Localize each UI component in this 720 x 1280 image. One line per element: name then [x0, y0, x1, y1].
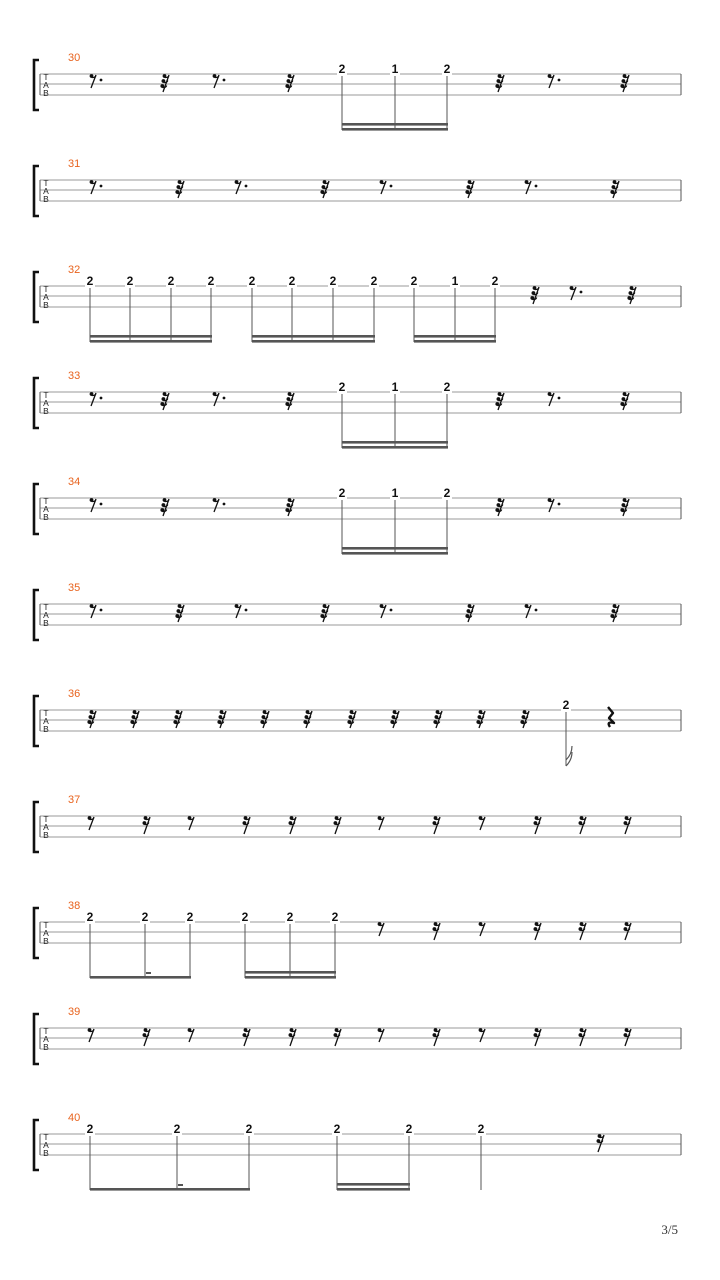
tab-clef-letter: T: [43, 390, 49, 400]
svg-text:2: 2: [410, 274, 418, 288]
thirty-second-rest: [160, 498, 169, 516]
system-bracket: [34, 802, 39, 852]
svg-text:2: 2: [562, 698, 570, 712]
thirty-second-rest: [433, 710, 442, 728]
dotted-sixteenth-rest: [90, 392, 103, 406]
tab-note: [328, 274, 338, 342]
thirty-second-rest: [495, 392, 504, 410]
dotted-sixteenth-rest: [548, 392, 561, 406]
beam: [90, 976, 191, 979]
tab-clef-letter: T: [43, 284, 49, 294]
tab-note: [140, 910, 151, 978]
tab-staff: [0, 370, 720, 476]
sixteenth-rest: [433, 816, 441, 834]
measure-36: [0, 688, 720, 794]
measure-number: 38: [68, 900, 81, 912]
thirty-second-rest: [347, 710, 356, 728]
svg-text:2: 2: [443, 62, 451, 76]
tab-clef-letter: A: [43, 504, 49, 514]
tab-clef-letter: T: [43, 814, 49, 824]
thirty-second-rest: [476, 710, 485, 728]
tab-clef-letter: A: [43, 610, 49, 620]
svg-text:1: 1: [391, 380, 399, 394]
thirty-second-rest: [217, 710, 226, 728]
system-bracket: [34, 484, 39, 534]
measure-40: [0, 1112, 720, 1218]
svg-text:2: 2: [405, 1122, 413, 1136]
tab-note: [337, 62, 347, 130]
dotted-sixteenth-rest: [548, 498, 561, 512]
svg-text:2: 2: [167, 274, 175, 288]
svg-text:2: 2: [186, 910, 194, 924]
dotted-sixteenth-rest: [525, 180, 538, 194]
measure-number: 31: [68, 158, 81, 170]
sixteenth-rest: [334, 816, 342, 834]
system-bracket: [34, 1014, 39, 1064]
beam: [337, 1183, 410, 1191]
tab-note: [390, 62, 400, 130]
thirty-second-rest: [495, 74, 504, 92]
svg-text:2: 2: [241, 910, 249, 924]
measure-number: 40: [68, 1112, 81, 1124]
tab-note: [390, 380, 400, 448]
tab-clef-letter: T: [43, 72, 49, 82]
tab-clef-letter: B: [43, 88, 49, 98]
measure-38: [0, 900, 720, 1006]
measure-number: 34: [68, 476, 81, 488]
thirty-second-rest: [610, 604, 619, 622]
tab-clef-letter: B: [43, 194, 49, 204]
dotted-sixteenth-rest: [380, 180, 393, 194]
system-bracket: [34, 378, 39, 428]
thirty-second-rest: [390, 710, 399, 728]
tab-note: [185, 910, 195, 978]
sixteenth-rest: [534, 922, 542, 940]
svg-text:2: 2: [443, 380, 451, 394]
tab-clef-letter: B: [43, 1042, 49, 1052]
sixteenth-rest: [289, 816, 297, 834]
tab-note: [332, 1122, 342, 1190]
thirty-second-rest: [320, 604, 329, 622]
thirty-second-rest: [173, 710, 182, 728]
thirty-second-rest: [175, 604, 184, 622]
dotted-sixteenth-rest: [213, 392, 226, 406]
tab-clef-letter: T: [43, 1132, 49, 1142]
sixteenth-rest: [579, 816, 587, 834]
svg-text:2: 2: [86, 274, 94, 288]
system-bracket: [34, 1120, 39, 1170]
measure-number: 39: [68, 1006, 81, 1018]
thirty-second-rest: [87, 710, 96, 728]
tab-clef-letter: A: [43, 716, 49, 726]
eighth-rest: [479, 816, 485, 830]
measure-34: [0, 476, 720, 582]
svg-text:1: 1: [391, 62, 399, 76]
tab-clef-letter: A: [43, 398, 49, 408]
thirty-second-rest: [530, 286, 539, 304]
svg-text:2: 2: [370, 274, 378, 288]
system-bracket: [34, 590, 39, 640]
tab-staff: [0, 1112, 720, 1218]
svg-text:1: 1: [391, 486, 399, 500]
tab-clef-letter: B: [43, 724, 49, 734]
sixteenth-rest: [289, 1028, 297, 1046]
thirty-second-rest: [520, 710, 529, 728]
tab-note: [476, 1122, 486, 1190]
sixteenth-rest: [534, 1028, 542, 1046]
tab-note: [85, 910, 95, 978]
dotted-sixteenth-rest: [235, 180, 248, 194]
thirty-second-rest: [160, 392, 169, 410]
svg-text:2: 2: [86, 1122, 94, 1136]
tab-clef-letter: T: [43, 1026, 49, 1036]
svg-text:2: 2: [333, 1122, 341, 1136]
tab-clef-letter: B: [43, 1148, 49, 1158]
svg-text:2: 2: [443, 486, 451, 500]
tab-staff: [0, 476, 720, 582]
tab-note: [206, 274, 216, 342]
svg-text:2: 2: [288, 274, 296, 288]
thirty-second-rest: [160, 74, 169, 92]
tab-note: [244, 1122, 254, 1190]
sixteenth-rest: [433, 1028, 441, 1046]
system-bracket: [34, 60, 39, 110]
tab-clef-letter: A: [43, 822, 49, 832]
tab-clef-letter: T: [43, 708, 49, 718]
sixteenth-rest: [624, 1028, 632, 1046]
sixteenth-rest: [624, 922, 632, 940]
thirty-second-rest: [285, 74, 294, 92]
thirty-second-rest: [175, 180, 184, 198]
dotted-sixteenth-rest: [380, 604, 393, 618]
thirty-second-rest: [285, 498, 294, 516]
measure-number: 36: [68, 688, 81, 700]
svg-text:2: 2: [207, 274, 215, 288]
tab-clef-letter: A: [43, 1140, 49, 1150]
tab-note: [404, 1122, 414, 1190]
sixteenth-rest: [243, 816, 251, 834]
tab-note: [442, 380, 452, 448]
tab-staff: [0, 264, 720, 370]
svg-text:1: 1: [451, 274, 459, 288]
sixteenth-rest: [433, 922, 441, 940]
thirty-second-rest: [620, 74, 629, 92]
tab-clef-letter: B: [43, 830, 49, 840]
svg-text:2: 2: [338, 486, 346, 500]
tab-clef-letter: A: [43, 1034, 49, 1044]
sixteenth-rest: [143, 816, 151, 834]
thirty-second-rest: [495, 498, 504, 516]
measure-32: [0, 264, 720, 370]
tab-note: [85, 274, 95, 342]
tab-clef-letter: B: [43, 406, 49, 416]
dotted-sixteenth-rest: [90, 74, 103, 88]
eighth-rest: [88, 1028, 94, 1042]
tab-clef-letter: A: [43, 292, 49, 302]
tab-note: [240, 910, 250, 978]
sixteenth-rest: [579, 922, 587, 940]
tab-note: [390, 486, 400, 554]
tab-staff: [0, 688, 720, 794]
tab-staff: [0, 900, 720, 1006]
measure-35: [0, 582, 720, 688]
thirty-second-rest: [465, 604, 474, 622]
tab-clef-letter: A: [43, 928, 49, 938]
dotted-sixteenth-rest: [90, 498, 103, 512]
system-bracket: [34, 272, 39, 322]
beam: [252, 335, 375, 343]
measure-31: [0, 158, 720, 264]
dotted-sixteenth-rest: [90, 180, 103, 194]
tab-note: [561, 698, 572, 766]
dotted-sixteenth-rest: [525, 604, 538, 618]
tab-note: [330, 910, 340, 978]
measure-39: [0, 1006, 720, 1112]
dotted-sixteenth-rest: [90, 604, 103, 618]
eighth-rest: [88, 816, 94, 830]
thirty-second-rest: [627, 286, 636, 304]
sixteenth-rest: [597, 1134, 605, 1152]
tab-clef-letter: B: [43, 300, 49, 310]
tab-clef-letter: T: [43, 178, 49, 188]
tab-clef-letter: T: [43, 496, 49, 506]
svg-text:2: 2: [491, 274, 499, 288]
thirty-second-rest: [285, 392, 294, 410]
svg-text:2: 2: [245, 1122, 253, 1136]
eighth-rest: [378, 922, 384, 936]
measure-number: 30: [68, 52, 81, 64]
tab-note: [490, 274, 500, 342]
page-number: 3/5: [661, 1222, 678, 1237]
tab-staff: [0, 1006, 720, 1112]
measure-number: 37: [68, 794, 81, 806]
tab-note: [125, 274, 135, 342]
tab-clef-letter: T: [43, 602, 49, 612]
svg-text:2: 2: [248, 274, 256, 288]
tab-note: [337, 486, 347, 554]
tab-note: [369, 274, 379, 342]
dotted-sixteenth-rest: [213, 498, 226, 512]
dotted-sixteenth-rest: [548, 74, 561, 88]
measure-33: [0, 370, 720, 476]
eighth-rest: [479, 922, 485, 936]
tab-clef-letter: T: [43, 920, 49, 930]
eighth-rest: [479, 1028, 485, 1042]
measure-number: 35: [68, 582, 81, 594]
tab-staff: [0, 158, 720, 264]
sixteenth-rest: [243, 1028, 251, 1046]
tab-note: [337, 380, 347, 448]
thirty-second-rest: [465, 180, 474, 198]
eighth-rest: [378, 1028, 384, 1042]
measure-30: [0, 52, 720, 158]
tab-clef-letter: B: [43, 936, 49, 946]
tab-note: [85, 1122, 95, 1190]
thirty-second-rest: [260, 710, 269, 728]
dotted-sixteenth-rest: [570, 286, 583, 300]
tab-note: [172, 1122, 183, 1190]
system-bracket: [34, 166, 39, 216]
thirty-second-rest: [320, 180, 329, 198]
eighth-rest: [188, 1028, 194, 1042]
beam: [90, 335, 212, 343]
tab-note: [285, 910, 295, 978]
svg-text:2: 2: [331, 910, 339, 924]
sixteenth-rest: [579, 1028, 587, 1046]
dotted-sixteenth-rest: [235, 604, 248, 618]
tab-clef-letter: A: [43, 80, 49, 90]
thirty-second-rest: [610, 180, 619, 198]
svg-text:2: 2: [141, 910, 149, 924]
svg-text:2: 2: [338, 62, 346, 76]
svg-text:2: 2: [477, 1122, 485, 1136]
tab-staff: [0, 52, 720, 158]
thirty-second-rest: [130, 710, 139, 728]
tab-note: [166, 274, 176, 342]
system-bracket: [34, 908, 39, 958]
svg-text:2: 2: [173, 1122, 181, 1136]
tab-note: [247, 274, 257, 342]
tab-clef-letter: A: [43, 186, 49, 196]
system-bracket: [34, 696, 39, 746]
svg-text:2: 2: [286, 910, 294, 924]
svg-text:2: 2: [329, 274, 337, 288]
sixteenth-rest: [624, 816, 632, 834]
svg-text:2: 2: [86, 910, 94, 924]
tab-staff: [0, 582, 720, 688]
tab-clef-letter: B: [43, 512, 49, 522]
sixteenth-rest: [334, 1028, 342, 1046]
measure-37: [0, 794, 720, 900]
beam: [90, 1188, 250, 1191]
sixteenth-rest: [143, 1028, 151, 1046]
svg-text:2: 2: [126, 274, 134, 288]
thirty-second-rest: [620, 498, 629, 516]
eighth-rest: [188, 816, 194, 830]
sixteenth-rest: [534, 816, 542, 834]
tab-note: [442, 486, 452, 554]
tab-note: [450, 274, 460, 342]
eighth-rest: [378, 816, 384, 830]
thirty-second-rest: [303, 710, 312, 728]
measure-number: 32: [68, 264, 81, 276]
tab-note: [442, 62, 452, 130]
thirty-second-rest: [620, 392, 629, 410]
tab-note: [287, 274, 297, 342]
measure-number: 33: [68, 370, 81, 382]
tab-staff: [0, 794, 720, 900]
tab-clef-letter: B: [43, 618, 49, 628]
svg-text:2: 2: [338, 380, 346, 394]
tab-note: [409, 274, 419, 342]
dotted-sixteenth-rest: [213, 74, 226, 88]
